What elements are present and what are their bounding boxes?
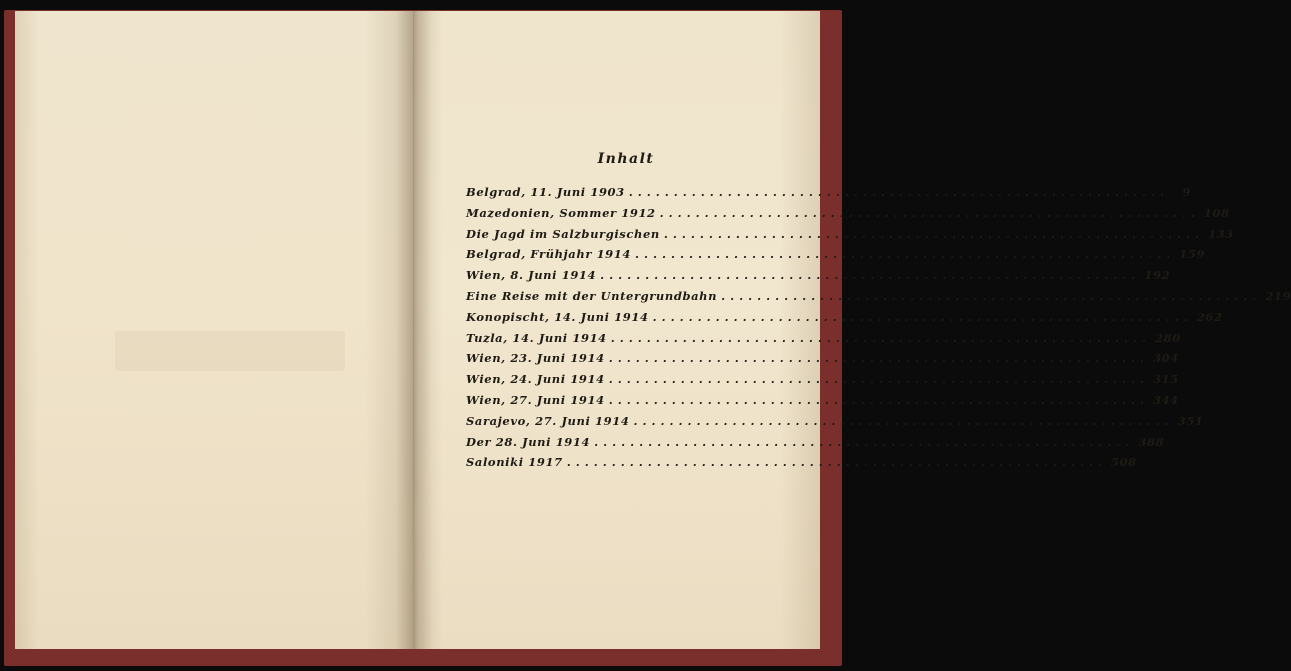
toc-entry-page: 280: [1155, 330, 1181, 345]
toc-entry-page: 262: [1196, 309, 1223, 324]
toc-entry-title: Belgrad, 11. Juni 1903: [466, 185, 625, 199]
toc-list: [466, 185, 1291, 476]
toc-entry-page: 108: [1203, 205, 1230, 220]
toc-entry: [466, 434, 1165, 456]
toc-entry: [466, 351, 1179, 372]
dot-leader: ............................................................: [663, 226, 1205, 241]
left-page: [15, 11, 414, 649]
toc-entry: [466, 330, 1181, 352]
toc-entry: [466, 288, 1291, 310]
dot-leader: ............................................................: [635, 247, 1176, 262]
toc-entry-title: Der 28. Juni 1914: [466, 434, 591, 449]
toc-entry-title: Mazedonien, Sommer 1912: [466, 205, 656, 220]
toc-entry: [466, 205, 1230, 227]
dot-leader: ............................................................: [721, 288, 1262, 303]
toc-entry-page: 315: [1152, 372, 1179, 387]
toc-entry: [466, 372, 1179, 393]
toc-entry: [466, 413, 1204, 435]
table-of-contents: [466, 151, 1291, 476]
toc-entry-page: 192: [1144, 268, 1171, 283]
toc-heading: Inhalt: [597, 151, 655, 167]
toc-entry: [466, 392, 1179, 414]
toc-entry-page: 304: [1152, 351, 1179, 366]
toc-entry-page: 344: [1152, 392, 1179, 407]
dot-leader: ............................................................: [633, 413, 1174, 428]
toc-entry-title: Saloniki 1917: [466, 455, 563, 470]
toc-entry-title: Sarajevo, 27. Juni 1914: [466, 413, 630, 428]
toc-entry-page: 219: [1265, 288, 1291, 303]
dot-leader: ............................................................: [566, 455, 1107, 470]
toc-entry-title: Wien, 8. Juni 1914: [466, 268, 597, 283]
toc-entry-page: 9: [1182, 185, 1191, 199]
toc-entry-title: Tuzla, 14. Juni 1914: [466, 330, 607, 345]
toc-entry-title: Belgrad, Frühjahr 1914: [466, 247, 631, 262]
right-page: [414, 11, 1291, 649]
toc-entry-title: Eine Reise mit der Untergrundbahn: [466, 288, 718, 303]
toc-entry: [466, 226, 1234, 248]
toc-entry-page: 388: [1138, 434, 1165, 449]
dot-leader: ............................................................: [608, 351, 1149, 366]
toc-entry-page: 351: [1177, 413, 1204, 428]
dot-leader: ............................................................: [600, 268, 1141, 283]
dot-leader: ............................................................: [659, 205, 1200, 220]
toc-entry-title: Wien, 23. Juni 1914: [466, 351, 605, 366]
toc-entry-page: 133: [1208, 226, 1234, 241]
toc-entry-page: 159: [1179, 247, 1206, 262]
dot-leader: ............................................................: [628, 185, 1169, 199]
toc-entry-title: Wien, 27. Juni 1914: [466, 392, 605, 407]
dot-leader: ............................................................: [608, 372, 1149, 387]
toc-entry: [466, 268, 1171, 289]
toc-entry-title: Konopischt, 14. Juni 1914: [466, 309, 649, 324]
toc-entry: [466, 185, 1191, 206]
dot-leader: ............................................................: [610, 330, 1152, 345]
toc-entry-title: Die Jagd im Salzburgischen: [466, 226, 660, 241]
dot-leader: ............................................................: [594, 434, 1135, 449]
dot-leader: ............................................................: [652, 309, 1193, 324]
toc-entry: [466, 309, 1223, 331]
toc-entry-page: 508: [1110, 455, 1137, 470]
toc-entry: [466, 247, 1206, 268]
bleed-through-shadow: [115, 331, 345, 371]
toc-entry: [466, 455, 1137, 476]
dot-leader: ............................................................: [608, 392, 1149, 407]
toc-entry-title: Wien, 24. Juni 1914: [466, 372, 605, 387]
